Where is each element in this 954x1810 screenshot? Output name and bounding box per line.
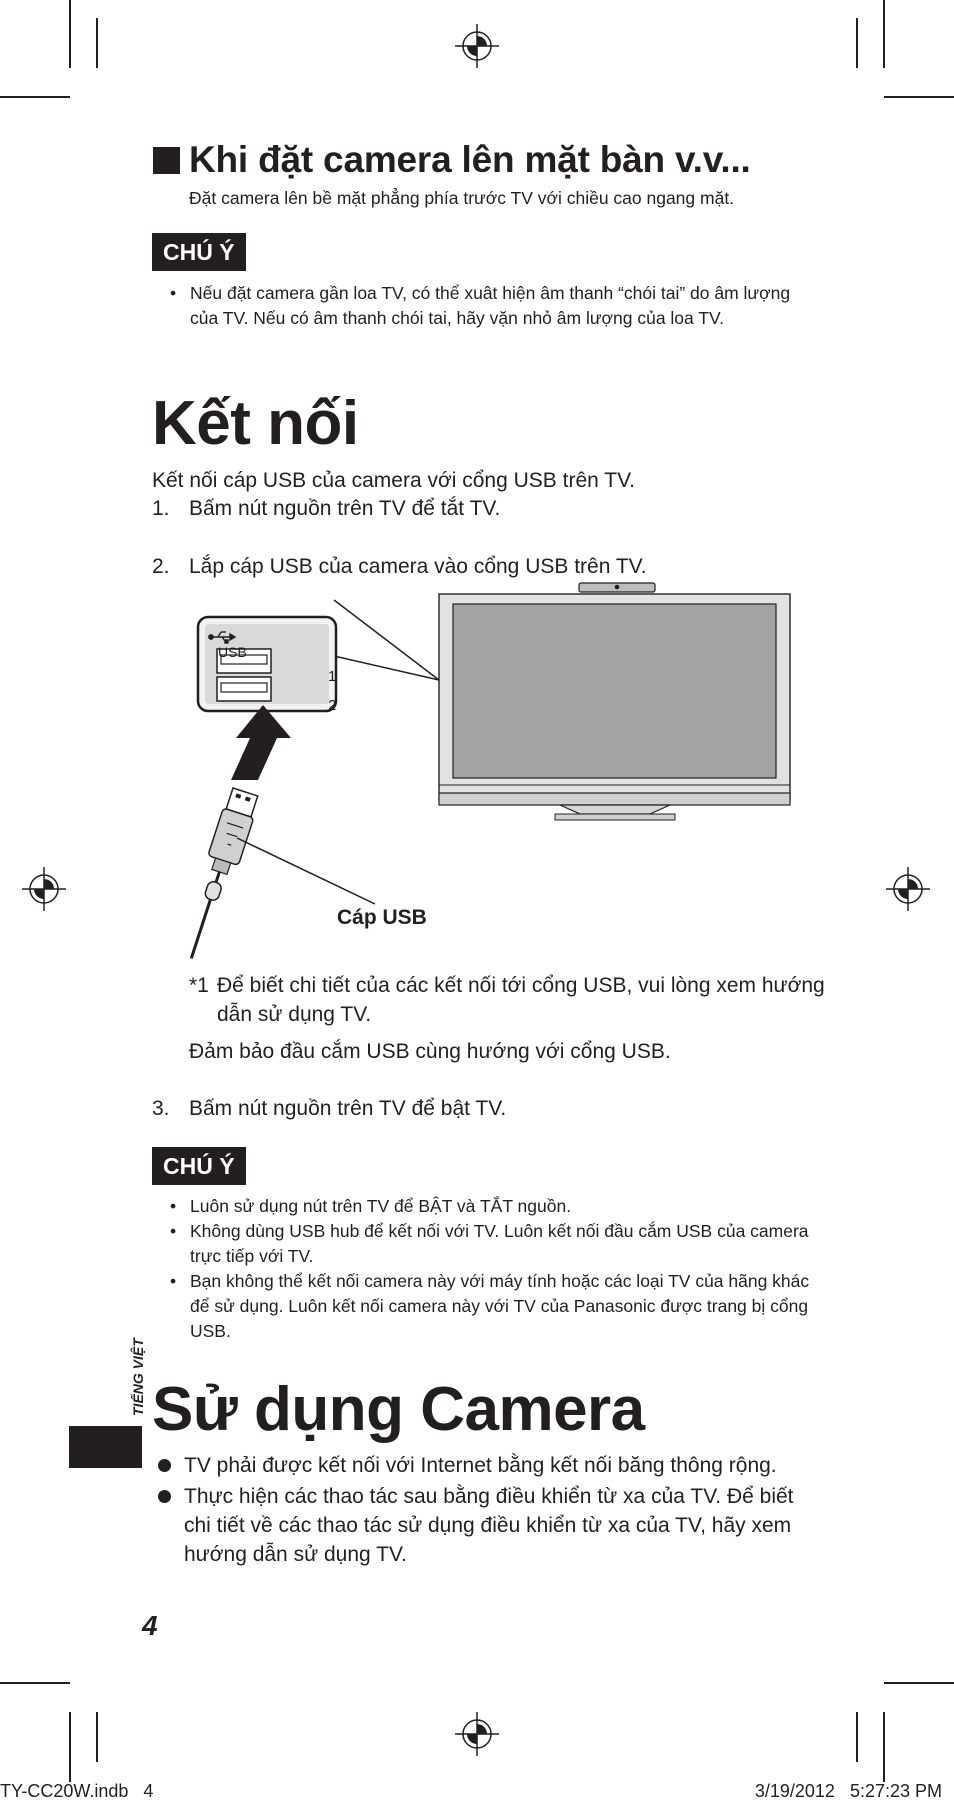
usb-connection-diagram-main xyxy=(180,580,820,960)
crop-mark xyxy=(883,1712,885,1782)
crop-mark xyxy=(884,96,954,98)
footnote-text: Để biết chi tiết của các kết nối tới cổng USB, vui lòng xem hướng dẫn sử dụng TV. xyxy=(217,974,825,1026)
crop-mark xyxy=(96,1712,98,1762)
ensure-text: Đảm bảo đầu cắm USB cùng hướng với cổng USB. xyxy=(189,1040,671,1063)
crop-mark xyxy=(0,1682,70,1684)
section-heading-text: Khi đặt camera lên mặt bàn v.v... xyxy=(189,139,751,180)
step-2: Lắp cáp USB của camera vào cổng USB trên TV. xyxy=(189,555,647,578)
list-item: TV phải được kết nối với Internet bằng kết nối băng thông rộng. xyxy=(157,1451,822,1480)
step-number: 2. xyxy=(152,555,170,578)
crop-mark xyxy=(856,18,858,68)
language-tab-block xyxy=(69,1426,142,1468)
language-tab-label: TIẾNG VIỆT xyxy=(130,1338,146,1416)
use-list xyxy=(157,1451,822,1571)
port-number-1: 1 xyxy=(328,668,337,685)
cable-label: Cáp USB xyxy=(337,906,427,929)
crop-mark xyxy=(883,0,885,68)
registration-mark-icon xyxy=(22,867,66,911)
list-item: • Nếu đặt camera gần loa TV, có thể xuât hiện âm thanh “chói tai” do âm lượng của TV. Nếu có âm thanh chói tai, hãy vặn nhỏ âm lượng của loa TV. xyxy=(170,281,820,331)
list-item: • Luôn sử dụng nút trên TV để BẬT và TẮT nguồn. xyxy=(170,1194,820,1219)
footer-date: 3/19/2012 5:27:23 PM xyxy=(754,1781,942,1801)
crop-mark xyxy=(856,1712,858,1762)
usb-port-2 xyxy=(217,677,271,701)
step-3: Bấm nút nguồn trên TV để bật TV. xyxy=(189,1097,507,1120)
note-list xyxy=(170,1194,820,1344)
note-list xyxy=(170,281,820,331)
step-1: Bấm nút nguồn trên TV để tắt TV. xyxy=(189,497,501,520)
crop-mark xyxy=(69,1712,71,1782)
port-number-2: 2 xyxy=(328,697,337,714)
square-bullet-icon xyxy=(153,147,180,174)
registration-mark-icon xyxy=(886,867,930,911)
list-item: • Bạn không thể kết nối camera này với máy tính hoặc các loại TV của hãng khác để sử dụng. Luôn kết nối camera này với TV của Panasonic được trang bị cổng USB. xyxy=(170,1269,820,1344)
crop-mark xyxy=(96,18,98,68)
list-item: Thực hiện các thao tác sau bằng điều khiển từ xa của TV. Để biết chi tiết về các thao tác sử dụng điều khiển từ xa của TV, hãy xem hướng dẫn sử dụng TV. xyxy=(157,1482,822,1569)
footnote-mark: *1 xyxy=(189,974,209,997)
crop-mark xyxy=(0,96,70,98)
crop-mark xyxy=(884,1682,954,1684)
page-number: 4 xyxy=(142,1610,158,1641)
note-label: CHÚ Ý xyxy=(152,233,246,271)
page-title-use-camera: Sử dụng Camera xyxy=(152,1375,645,1444)
connect-intro: Kết nối cáp USB của camera với cổng USB trên TV. xyxy=(152,469,636,492)
step-number: 1. xyxy=(152,497,170,520)
step-number: 3. xyxy=(152,1097,170,1120)
list-item: • Không dùng USB hub để kết nối với TV. Luôn kết nối đầu cắm USB của camera trực tiếp với TV. xyxy=(170,1219,820,1269)
registration-mark-icon xyxy=(455,1712,499,1756)
footer-file: TY-CC20W.indb 4 xyxy=(0,1781,154,1801)
usb-text: USB xyxy=(218,644,247,660)
registration-mark-icon xyxy=(455,24,499,68)
page-title-connect: Kết nối xyxy=(152,389,359,458)
crop-mark xyxy=(69,0,71,68)
section-heading xyxy=(153,139,751,181)
section-subtitle: Đặt camera lên bề mặt phẳng phía trước TV với chiều cao ngang mặt. xyxy=(189,188,735,208)
note-label: CHÚ Ý xyxy=(152,1147,246,1185)
